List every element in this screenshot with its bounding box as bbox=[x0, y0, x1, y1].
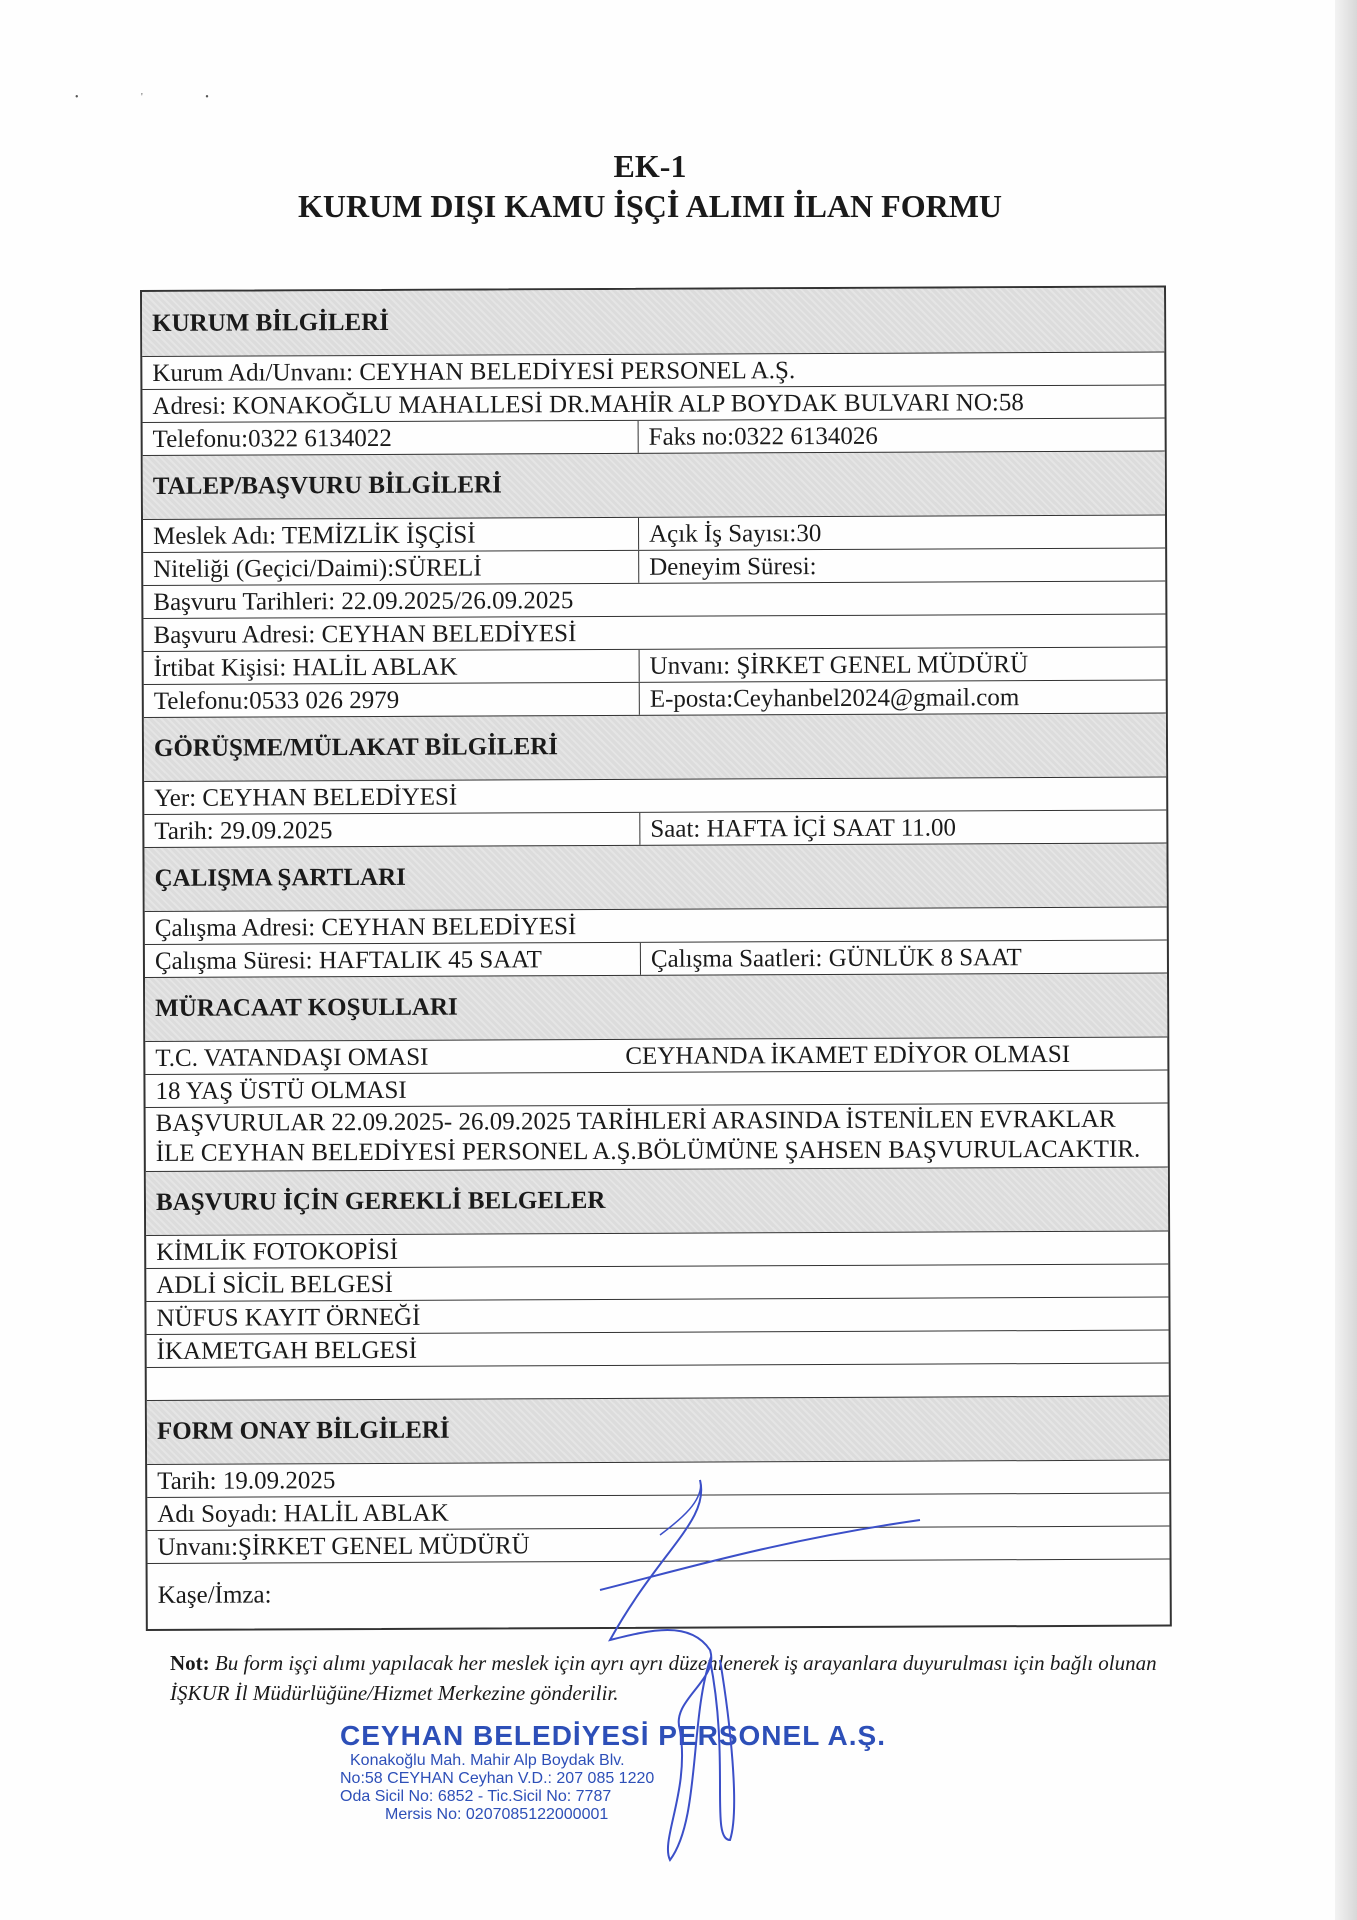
work-hours: Çalışma Saatleri: GÜNLÜK 8 SAAT bbox=[640, 941, 1167, 975]
section-heading: BAŞVURU İÇİN GEREKLİ BELGELER bbox=[155, 1186, 606, 1216]
handwritten-signature bbox=[560, 1460, 940, 1880]
approval-date: Tarih: 19.09.2025 bbox=[157, 1467, 336, 1495]
section-belgeler bbox=[146, 1167, 1168, 1235]
institution-address: Adresi: KONAKOĞLU MAHALLESİ DR.MAHİR ALP BOYDAK BULVARI NO:58 bbox=[152, 389, 1024, 420]
section-calisma bbox=[144, 843, 1166, 911]
scan-specks: • ' • bbox=[75, 92, 239, 103]
occupation: Meslek Adı: TEMİZLİK İŞÇİSİ bbox=[153, 521, 476, 550]
section-kurum bbox=[142, 288, 1164, 356]
experience: Deneyim Süresi: bbox=[638, 549, 1165, 583]
section-onay bbox=[147, 1396, 1169, 1464]
form-row bbox=[143, 581, 1165, 618]
open-positions: Açık İş Sayısı:30 bbox=[638, 516, 1165, 550]
form-row bbox=[142, 385, 1164, 422]
note-text: Bu form işçi alımı yapılacak her meslek için ayrı ayrı düzenlenerek iş arayanlara duyurulması için bağlı olunan İŞKUR İl Müdürlüğüne/Hizmet Merkezine gönderilir. bbox=[170, 1651, 1157, 1705]
stamp-line: Konakoğlu Mah. Mahir Alp Boydak Blv. bbox=[350, 1752, 625, 1769]
application-form-table bbox=[140, 286, 1172, 1631]
form-row bbox=[145, 1037, 1167, 1074]
empty-row bbox=[147, 1363, 1169, 1400]
form-row bbox=[144, 680, 1166, 717]
scan-edge bbox=[1335, 0, 1357, 1920]
interview-date: Tarih: 29.09.2025 bbox=[154, 817, 333, 845]
section-heading: TALEP/BAŞVURU BİLGİLERİ bbox=[152, 471, 502, 500]
section-heading: FORM ONAY BİLGİLERİ bbox=[156, 1416, 450, 1445]
annex-code: EK-1 bbox=[613, 148, 687, 184]
contact-phone: Telefonu:0533 026 2979 bbox=[153, 686, 400, 715]
stamp-line: CEYHAN BELEDİYESİ PERSONEL A.Ş. bbox=[340, 1720, 886, 1751]
section-heading: GÖRÜŞME/MÜLAKAT BİLGİLERİ bbox=[153, 733, 559, 762]
condition-citizenship: T.C. VATANDAŞI OMASI bbox=[155, 1043, 429, 1072]
note-label: Not: bbox=[170, 1651, 210, 1675]
form-title: KURUM DIŞI KAMU İŞÇİ ALIMI İLAN FORMU bbox=[297, 188, 1003, 224]
condition-residence: CEYHANDA İKAMET EDİYOR OLMASI bbox=[625, 1040, 1071, 1070]
work-address: Çalışma Adresi: CEYHAN BELEDİYESİ bbox=[154, 913, 577, 942]
section-talep bbox=[143, 451, 1165, 519]
approver-name: Adı Soyadı: HALİL ABLAK bbox=[157, 1499, 449, 1528]
document-label: NÜFUS KAYIT ÖRNEĞİ bbox=[156, 1303, 421, 1332]
interview-time: Saat: HAFTA İÇİ SAAT 11.00 bbox=[639, 811, 1166, 845]
stamp-line: No:58 CEYHAN Ceyhan V.D.: 207 085 1220 bbox=[340, 1770, 655, 1787]
application-address: Başvuru Adresi: CEYHAN BELEDİYESİ bbox=[153, 620, 577, 649]
institution-name: Kurum Adı/Unvanı: CEYHAN BELEDİYESİ PERSONEL A.Ş. bbox=[152, 357, 796, 387]
condition-application: BAŞVURULAR 22.09.2025- 26.09.2025 TARİHLERİ ARASINDA İSTENİLEN EVRAKLAR İLE CEYHAN BELEDİYESİ PERSONEL A.Ş.BÖLÜMÜNE ŞAHSEN BAŞVURULACAKTIR. bbox=[155, 1105, 1141, 1167]
form-row bbox=[145, 940, 1167, 977]
document-label: İKAMETGAH BELGESİ bbox=[156, 1336, 418, 1365]
form-row bbox=[144, 777, 1166, 814]
document-item bbox=[147, 1330, 1169, 1367]
institution-fax: Faks no:0322 6134026 bbox=[638, 419, 1165, 453]
stamp-line: Mersis No: 0207085122000001 bbox=[385, 1806, 609, 1823]
document-item bbox=[146, 1264, 1168, 1301]
form-row bbox=[145, 1070, 1167, 1107]
stamp-line: Oda Sicil No: 6852 - Tic.Sicil No: 7787 bbox=[340, 1788, 612, 1805]
stamp-signature-label: Kaşe/İmza: bbox=[157, 1581, 272, 1609]
section-gorusme bbox=[144, 713, 1166, 781]
contact-email: E-posta:Ceyhanbel2024@gmail.com bbox=[639, 681, 1166, 715]
work-duration: Çalışma Süresi: HAFTALIK 45 SAAT bbox=[154, 946, 542, 975]
document-label: KİMLİK FOTOKOPİSİ bbox=[156, 1237, 399, 1266]
form-row bbox=[142, 352, 1164, 389]
section-heading: ÇALIŞMA ŞARTLARI bbox=[154, 863, 406, 892]
document-item bbox=[146, 1297, 1168, 1334]
condition-age: 18 YAŞ ÜSTÜ OLMASI bbox=[155, 1076, 407, 1105]
form-row bbox=[143, 548, 1165, 585]
institution-phone: Telefonu:0322 6134022 bbox=[152, 424, 392, 453]
section-heading: MÜRACAAT KOŞULLARI bbox=[155, 993, 458, 1022]
form-row bbox=[144, 810, 1166, 847]
document-item bbox=[146, 1231, 1168, 1268]
contact-title: Unvanı: ŞİRKET GENEL MÜDÜRÜ bbox=[639, 648, 1166, 682]
form-row bbox=[143, 515, 1165, 552]
form-row bbox=[145, 907, 1167, 944]
section-heading: KURUM BİLGİLERİ bbox=[152, 308, 390, 337]
job-nature: Niteliği (Geçici/Daimi):SÜRELİ bbox=[153, 554, 482, 583]
document-label: ADLİ SİCİL BELGESİ bbox=[156, 1270, 393, 1299]
interview-place: Yer: CEYHAN BELEDİYESİ bbox=[154, 783, 458, 812]
form-row bbox=[143, 614, 1165, 651]
form-row bbox=[143, 418, 1165, 455]
form-row bbox=[144, 647, 1166, 684]
contact-person: İrtibat Kişisi: HALİL ABLAK bbox=[153, 653, 458, 682]
form-row bbox=[146, 1103, 1168, 1171]
section-muracaat bbox=[145, 973, 1167, 1041]
approver-title: Unvanı:ŞİRKET GENEL MÜDÜRÜ bbox=[157, 1532, 530, 1561]
application-dates: Başvuru Tarihleri: 22.09.2025/26.09.2025 bbox=[153, 587, 574, 616]
